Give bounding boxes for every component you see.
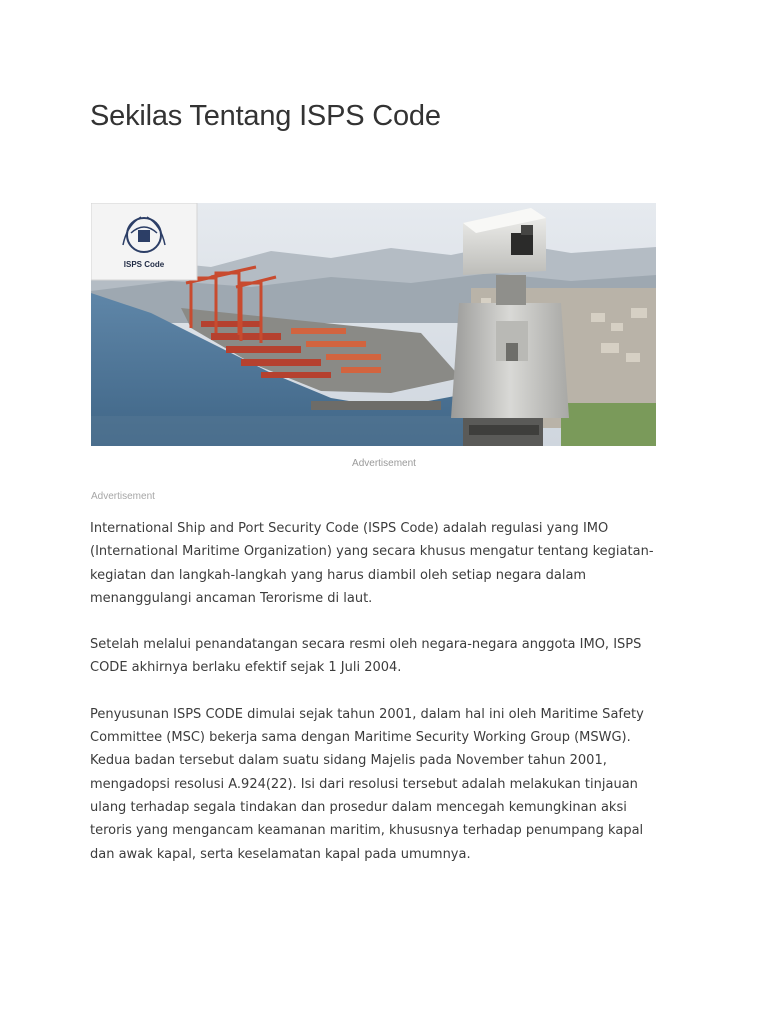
paragraph-line: menanggulangi ancaman Terorisme di laut. [90, 590, 373, 606]
paragraph-line: mengadopsi resolusi A.924(22). Isi dari resolusi tersebut adalah melakukan tinjauan [90, 776, 638, 792]
paragraph-1 [90, 517, 680, 610]
paragraph-line: Penyusunan ISPS CODE dimulai sejak tahun 2001, dalam hal ini oleh Maritime Safety [90, 706, 644, 722]
paragraph-3 [90, 703, 680, 866]
paragraph-line: Kedua badan tersebut dalam suatu sidang Majelis pada November tahun 2001, [90, 753, 607, 769]
paragraph-line: (International Maritime Organization) yang secara khusus mengatur tentang kegiatan- [90, 544, 654, 560]
paragraph-line: Committee (MSC) bekerja sama dengan Maritime Security Working Group (MSWG). [90, 730, 631, 746]
advertisement-label-center: Advertisement [352, 458, 416, 469]
logo-text: ISPS Code [123, 260, 165, 269]
paragraph-line: dan awak kapal, serta keselamatan kapal pada umumnya. [90, 846, 471, 862]
paragraph-line: teroris yang mengancam keamanan maritim, khususnya terhadap penumpang kapal [90, 823, 644, 839]
advertisement-label: Advertisement [91, 491, 155, 502]
paragraph-line: CODE akhirnya berlaku efektif sejak 1 Juli 2004. [90, 660, 402, 676]
article-body [90, 517, 680, 889]
paragraph-line: Setelah melalui penandatangan secara resmi oleh negara-negara anggota IMO, ISPS [90, 637, 642, 653]
hero-image [91, 203, 656, 446]
paragraph-line: International Ship and Port Security Code (ISPS Code) adalah regulasi yang IMO [90, 521, 609, 536]
paragraph-2 [90, 633, 680, 680]
paragraph-line: ulang terhadap segala tindakan dan prosedur dalam mencegah kemungkinan aksi [90, 799, 627, 815]
page-title: Sekilas Tentang ISPS Code [90, 100, 441, 132]
port-surveillance-illustration [91, 203, 656, 446]
paragraph-line: kegiatan dan langkah-langkah yang harus diambil oleh setiap negara dalam [90, 567, 587, 583]
